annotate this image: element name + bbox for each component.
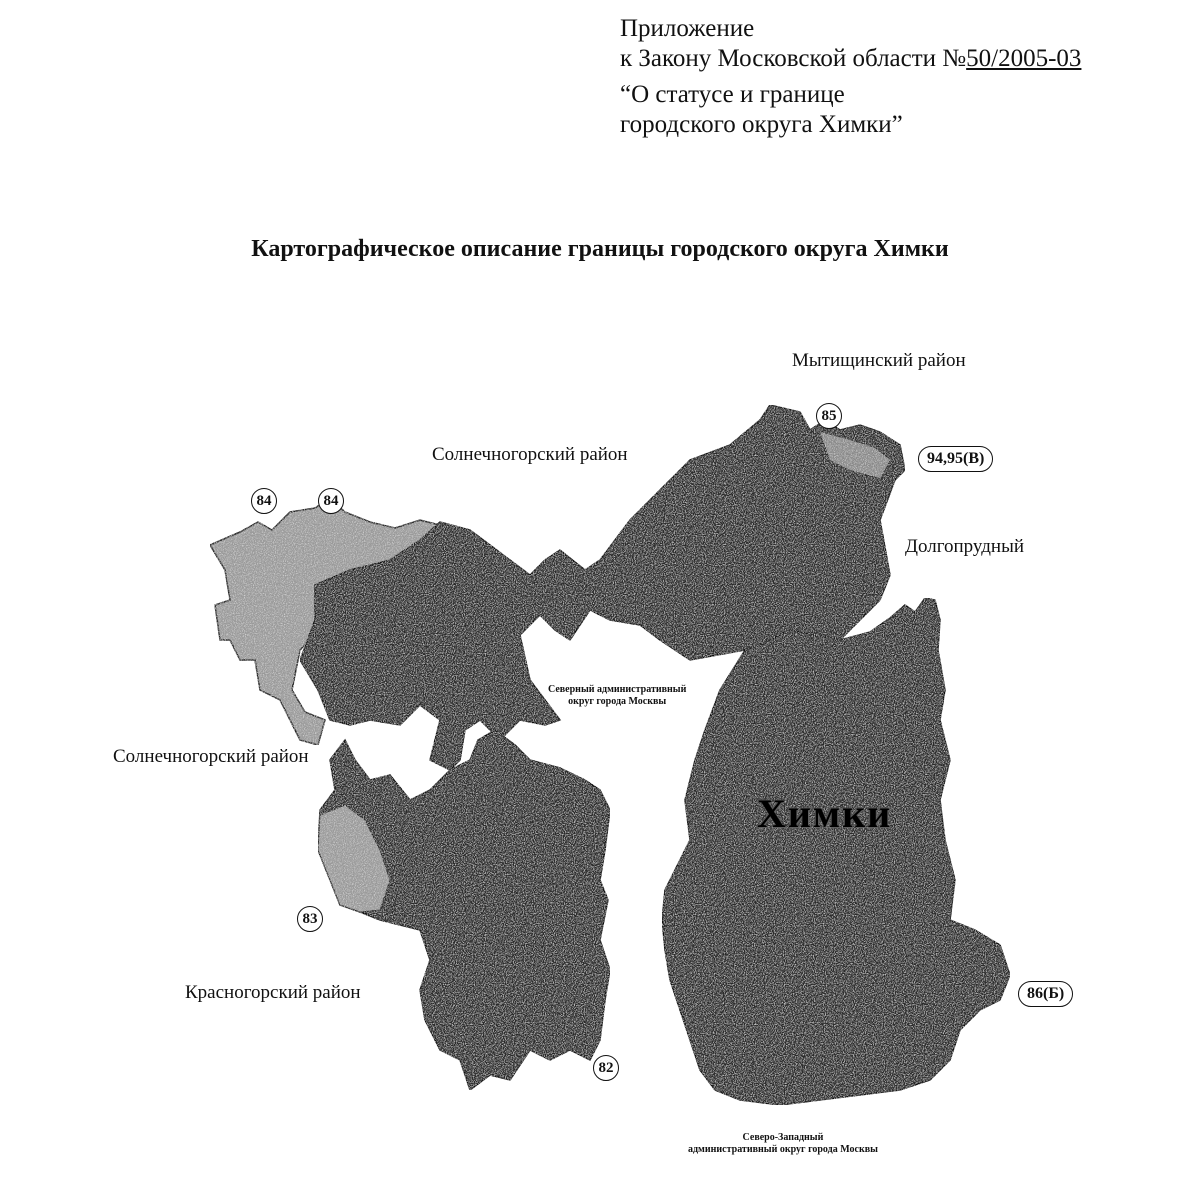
region-label-mytishchi: Мытищинский район <box>792 350 966 371</box>
header-law-prefix: к Закону Московской области № <box>620 45 967 72</box>
header-line-subject-2: городского округа Химки” <box>620 111 903 138</box>
page-title: Картографическое описание границы городского округа Химки <box>251 236 949 262</box>
boundary-marker-83: 83 <box>297 906 323 932</box>
region-label-krasnogorsk: Красногорский район <box>185 982 361 1003</box>
admin-label-north-line1: Северный административный <box>548 684 687 695</box>
admin-label-northwest-line2: административный округ города Москвы <box>688 1144 878 1155</box>
header-line-appendix: Приложение <box>620 15 755 42</box>
admin-label-northwest <box>688 1132 878 1156</box>
city-label-khimki: Химки <box>757 791 893 836</box>
boundary-marker-82: 82 <box>593 1055 619 1081</box>
boundary-marker-94-95: 94,95(В) <box>918 446 993 472</box>
header-line-subject-1: “О статусе и границе <box>620 81 845 108</box>
admin-label-north-line2: округ города Москвы <box>568 696 667 707</box>
header-law-number: 50/2005-03 <box>966 45 1082 72</box>
region-label-solnechnogorsk-left: Солнечногорский район <box>113 746 309 767</box>
boundary-marker-84a: 84 <box>251 488 277 514</box>
admin-label-north <box>548 684 686 708</box>
boundary-marker-85: 85 <box>816 403 842 429</box>
boundary-marker-84b: 84 <box>318 488 344 514</box>
region-label-solnechnogorsk-top: Солнечногорский район <box>432 444 628 465</box>
dark-territory-khimki <box>662 598 1010 1105</box>
admin-label-northwest-line1: Северо-Западный <box>742 1132 824 1143</box>
region-label-dolgoprudny: Долгопрудный <box>905 536 1025 557</box>
boundary-marker-86: 86(Б) <box>1018 981 1073 1007</box>
